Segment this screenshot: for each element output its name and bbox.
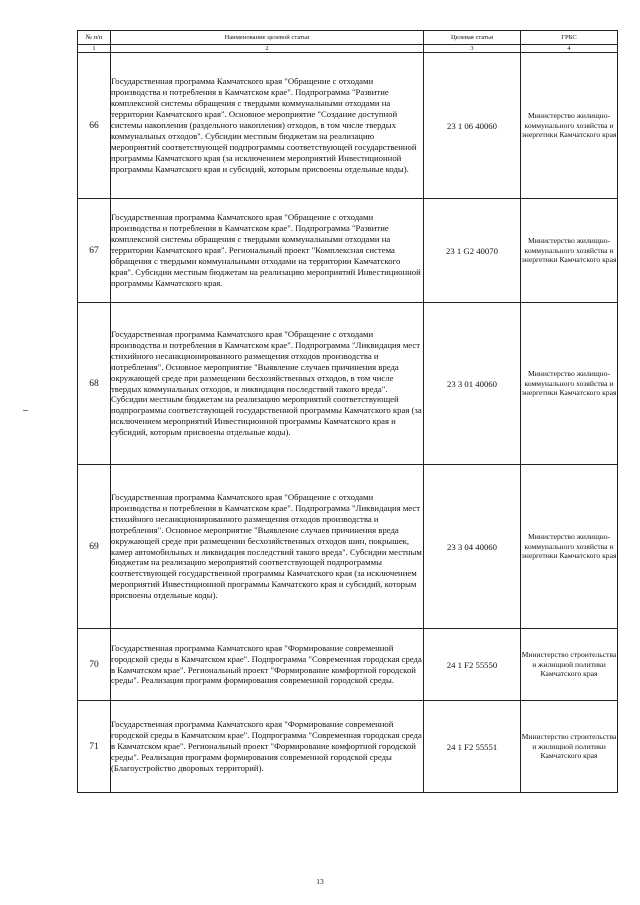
row-number: 67	[78, 199, 111, 303]
row-name: Государственная программа Камчатского края "Обращение с отходами производства и потребления в Камчатском крае". Подпрограмма "Ликвидация мест стихийного несанкционированного размещения отходов производства и потребления". Основное мероприятие "Выявление случаев причинения вреда окружающей среде при размещении бесхозяйственных отходов, в том числе твердых коммунальных отходов, и ликвидация последствий такого вреда". Субсидии местным бюджетам на реализацию мероприятий соответствующей подпрограммы соответствующей государственной программы Камчатского края (за исключением мероприятий Инвестиционной программы Камчатского края и субсидий, которым присвоены отдельные коды).	[111, 303, 424, 465]
table-row	[78, 465, 618, 629]
row-grbs: Министерство жилищно-коммунального хозяйства и энергетики Камчатского края	[521, 465, 618, 629]
row-grbs: Министерство жилищно-коммунального хозяйства и энергетики Камчатского края	[521, 303, 618, 465]
table-row	[78, 53, 618, 199]
row-number: 66	[78, 53, 111, 199]
row-code: 23 1 G2 40070	[424, 199, 521, 303]
row-grbs: Министерство строительства и жилищной политики Камчатского края	[521, 701, 618, 793]
header-number: № п/п	[78, 31, 111, 45]
table-header-row	[78, 31, 618, 45]
header-name: Наименование целевой статьи	[111, 31, 424, 45]
header-code: Целевая статья	[424, 31, 521, 45]
column-number: 4	[521, 45, 618, 53]
header-grbs: ГРБС	[521, 31, 618, 45]
column-number: 1	[78, 45, 111, 53]
row-name: Государственная программа Камчатского края "Формирование современной городской среды в Камчатском крае". Подпрограмма "Современная городская среда в Камчатском крае". Региональный проект "Формирование комфортной городской среды". Реализация программ формирования современной городской среды.	[111, 629, 424, 701]
row-number: 69	[78, 465, 111, 629]
row-number: 68	[78, 303, 111, 465]
row-grbs: Министерство строительства и жилищной политики Камчатского края	[521, 629, 618, 701]
table-row	[78, 629, 618, 701]
table-row	[78, 199, 618, 303]
row-name: Государственная программа Камчатского края "Обращение с отходами производства и потребления в Камчатском крае". Подпрограмма "Развитие комплексной системы обращения с твердыми коммунальными отходами на территории Камчатского края". Основное мероприятие "Создание доступной системы накопления (раздельного накопления) отходов, в том числе твердых коммунальных отходов". Субсидии местным бюджетам на реализацию мероприятий соответствующей подпрограммы соответствующей государственной программы Камчатского края (за исключением мероприятий Инвестиционной программы Камчатского края и субсидий, которым присвоены отдельные коды).	[111, 53, 424, 199]
row-name: Государственная программа Камчатского края "Обращение с отходами производства и потребления в Камчатском крае". Подпрограмма "Ликвидация мест стихийного несанкционированного размещения отходов производства и потребления". Основное мероприятие "Выявление случаев причинения вреда окружающей среде при размещении бесхозяйственных отходов шин, покрышек, камер автомобильных и ликвидация последствий такого вреда". Субсидии местным бюджетам на реализацию мероприятий соответствующей подпрограммы соответствующей государственной программы Камчатского края (за исключением мероприятий Инвестиционной программы Камчатского края и субсидий, которым присвоены отдельные коды).	[111, 465, 424, 629]
budget-classification-table	[77, 30, 618, 793]
row-grbs: Министерство жилищно-коммунального хозяйства и энергетики Камчатского края	[521, 199, 618, 303]
row-number: 70	[78, 629, 111, 701]
row-code: 24 1 F2 55551	[424, 701, 521, 793]
column-number: 2	[111, 45, 424, 53]
page-number: 13	[316, 877, 324, 886]
column-number: 3	[424, 45, 521, 53]
row-code: 23 1 06 40060	[424, 53, 521, 199]
row-code: 24 1 F2 55550	[424, 629, 521, 701]
row-grbs: Министерство жилищно-коммунального хозяйства и энергетики Камчатского края	[521, 53, 618, 199]
table-row	[78, 701, 618, 793]
table-row	[78, 303, 618, 465]
column-number-row	[78, 45, 618, 53]
row-number: 71	[78, 701, 111, 793]
row-name: Государственная программа Камчатского края "Обращение с отходами производства и потребления в Камчатском крае". Подпрограмма "Развитие комплексной системы обращения с твердыми коммунальными отходами на территории Камчатского края". Региональный проект "Комплексная система обращения с твердыми коммунальными отходами на территории Камчатского края". Субсидии местным бюджетам на реализацию мероприятий Инвестиционной программы Камчатского края.	[111, 199, 424, 303]
row-code: 23 3 01 40060	[424, 303, 521, 465]
row-code: 23 3 04 40060	[424, 465, 521, 629]
margin-mark	[23, 410, 28, 411]
row-name: Государственная программа Камчатского края "Формирование современной городской среды в Камчатском крае". Подпрограмма "Современная городская среда в Камчатском крае". Региональный проект "Формирование комфортной городской среды". Реализация программ формирования современной городской среды (Благоустройство дворовых территорий).	[111, 701, 424, 793]
